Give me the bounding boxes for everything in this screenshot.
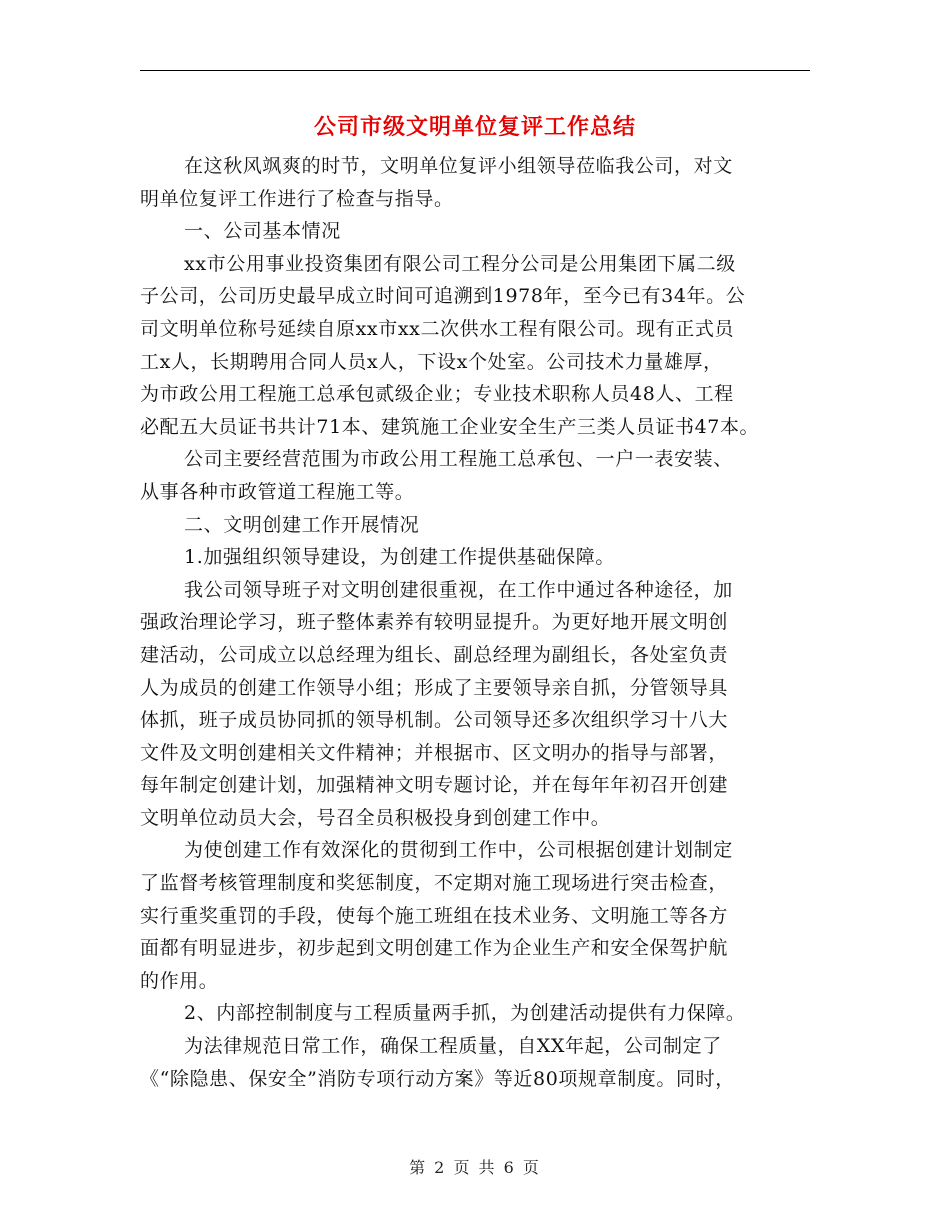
text-line: 我公司领导班子对文明创建很重视，在工作中通过各种途径，加 (184, 578, 733, 601)
text-line: 面都有明显进步，初步起到文明创建工作为企业生产和安全保驾护航 (140, 937, 729, 960)
text-line: xx市公用事业投资集团有限公司工程分公司是公用集团下属二级 (184, 252, 736, 275)
text-line: 文明单位动员大会，号召全员积极投身到创建工作中。 (140, 806, 611, 829)
text-line: 在这秋风飒爽的时节，文明单位复评小组领导莅临我公司，对文 (184, 155, 733, 177)
text-line: 1.加强组织领导建设，为创建工作提供基础保障。 (184, 546, 615, 569)
text-line: 人为成员的创建工作领导小组；形成了主要领导亲自抓，分管领导具 (140, 676, 729, 699)
document-title: 公司市级文明单位复评工作总结 (313, 115, 636, 140)
text-line: 实行重奖重罚的手段，使每个施工班组在技术业务、文明施工等各方 (140, 904, 729, 927)
text-line: 为法律规范日常工作，确保工程质量，自XX年起，公司制定了 (184, 1035, 722, 1058)
text-line: 从事各种市政管道工程施工等。 (140, 480, 415, 503)
document-body (140, 150, 820, 1095)
text-line: 为使创建工作有效深化的贯彻到工作中，公司根据创建计划制定 (184, 839, 733, 862)
text-line: 建活动，公司成立以总经理为组长、副总经理为副组长，各处室负责 (140, 643, 729, 666)
text-line: 了监督考核管理制度和奖惩制度，不定期对施工现场进行突击检查， (140, 872, 729, 895)
text-line: 子公司，公司历史最早成立时间可追溯到1978年，至今已有34年。公 (140, 285, 746, 308)
text-line: 文件及文明创建相关文件精神；并根据市、区文明办的指导与部署， (140, 741, 729, 764)
text-line: 强政治理论学习，班子整体素养有较明显提升。为更好地开展文明创 (140, 611, 729, 634)
text-line: 司文明单位称号延续自原xx市xx二次供水工程有限公司。现有正式员 (140, 317, 735, 340)
text-line: 一、公司基本情况 (184, 220, 341, 243)
page-footer: 第 2 页 共 6 页 (409, 1158, 541, 1177)
text-line: 《“除隐患、保安全”消防专项行动方案》等近80项规章制度。同时， (140, 1067, 735, 1090)
text-line: 明单位复评工作进行了检查与指导。 (140, 187, 454, 210)
text-line: 体抓，班子成员协同抓的领导机制。公司领导还多次组织学习十八大 (140, 709, 729, 732)
text-line: 二、文明创建工作开展情况 (184, 513, 420, 536)
header-rule (140, 70, 810, 71)
text-line: 必配五大员证书共计71本、建筑施工企业安全生产三类人员证书47本。 (140, 415, 760, 438)
text-line: 每年制定创建计划，加强精神文明专题讨论，并在每年年初召开创建 (140, 774, 729, 797)
text-line: 公司主要经营范围为市政公用工程施工总承包、一户一表安装、 (184, 448, 733, 471)
text-line: 2、内部控制制度与工程质量两手抓，为创建活动提供有力保障。 (184, 1002, 746, 1025)
text-line: 为市政公用工程施工总承包贰级企业；专业技术职称人员48人、工程 (140, 383, 734, 406)
text-line: 的作用。 (140, 969, 219, 992)
text-line: 工x人，长期聘用合同人员x人，下设x个处室。公司技术力量雄厚， (140, 350, 723, 373)
